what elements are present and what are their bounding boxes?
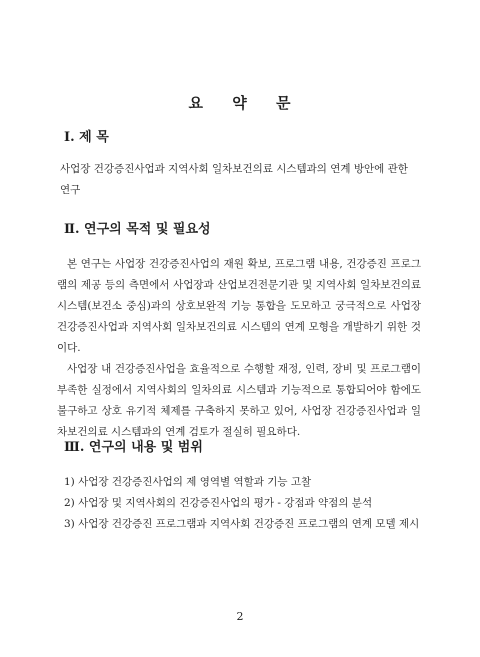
page-number: 2 [236, 610, 244, 623]
section-title-text: 사업장 건강증진사업과 지역사회 일차보건의료 시스템과의 연계 방안에 관한 연구 [60, 163, 408, 196]
scope-list [64, 472, 424, 535]
section-heading-purpose: Ⅱ. 연구의 목적 및 필요성 [64, 222, 211, 237]
list-item: 3) 사업장 건강증진 프로그램과 지역사회 건강증진 프로그램의 연계 모델 제시 [64, 518, 420, 530]
document-title: 요 약 문 [188, 94, 292, 112]
list-item: 2) 사업장 및 지역사회의 건강증진사업의 평가 - 강점과 약점의 분석 [64, 497, 373, 509]
section-heading-scope: Ⅲ. 연구의 내용 및 범위 [64, 440, 203, 455]
purpose-paragraph: 본 연구는 사업장 건강증진사업의 재원 확보, 프로그램 내용, 건강증진 프로그램의 제공 등의 측면에서 사업장과 산업보건전문기관 및 지역사회 일차보건의료 시스템(보건소 중심)과의 상호보완적 기능 통합을 도모하고 궁극적으로 사업장 건강증진사업과 지역사회 일차보건의료 시스템의 연계 모형을 개발하기 위한 것이다. [57, 258, 421, 354]
section-heading-title: Ⅰ. 제 목 [64, 130, 109, 145]
purpose-paragraph: 사업장 내 건강증진사업을 효율적으로 수행할 재정, 인력, 장비 및 프로그램이 부족한 실정에서 지역사회의 일차의료 시스템과 기능적으로 통합되어야 함에도 불구하고 상호 유기적 체제를 구축하지 못하고 있어, 사업장 건강증진사업과 일차보건의료 시스템과의 연계 검토가 절실히 필요하다. [57, 363, 421, 438]
section-purpose-body [57, 254, 421, 443]
list-item: 1) 사업장 건강증진사업의 제 영역별 역할과 기능 고찰 [64, 476, 312, 488]
